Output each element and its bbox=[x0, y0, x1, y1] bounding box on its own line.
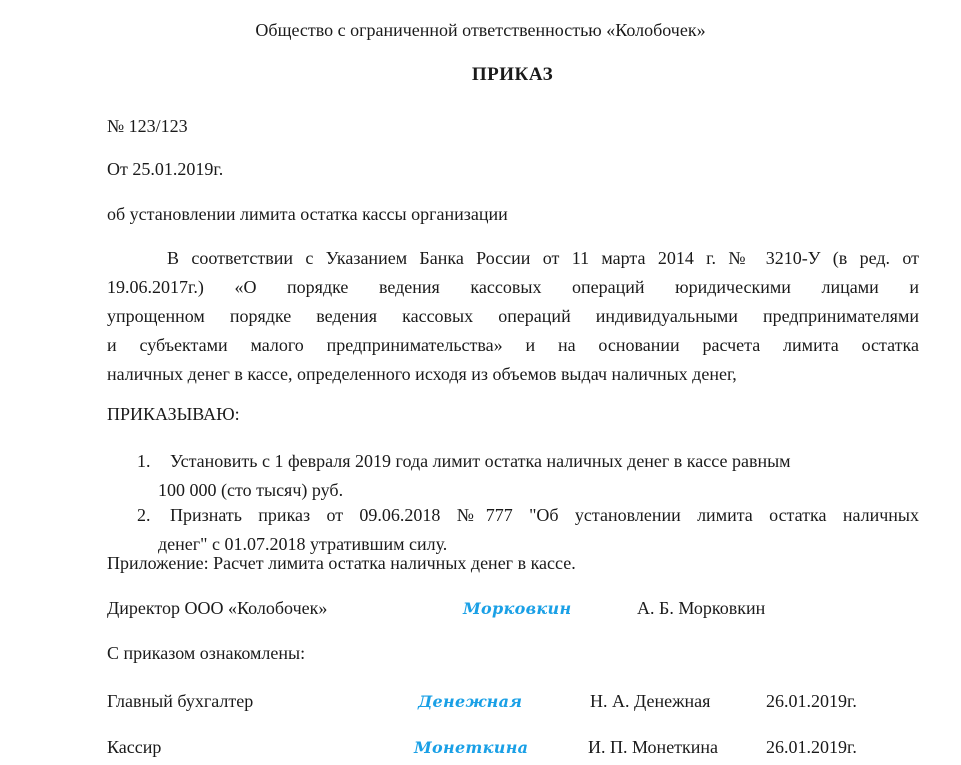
accountant-signature: Денежная bbox=[418, 692, 523, 711]
order-word: ПРИКАЗЫВАЮ: bbox=[107, 404, 240, 424]
intro-line: В соответствии с Указанием Банка России от 11 марта 2014 г. № 3210-У (в ред. от bbox=[167, 248, 919, 268]
intro-line: и субъектами малого предпринимательства» и на основании расчета лимита остатка bbox=[107, 335, 919, 355]
director-position: Директор ООО «Колобочек» bbox=[107, 598, 328, 618]
intro-line: упрощенном порядке ведения кассовых операций индивидуальными предпринимателями bbox=[107, 306, 919, 326]
order-subject: об установлении лимита остатка кассы организации bbox=[107, 204, 508, 224]
cashier-position: Кассир bbox=[107, 737, 162, 757]
cashier-date: 26.01.2019г. bbox=[766, 737, 857, 757]
item-line: Установить с 1 февраля 2019 года лимит остатка наличных денег в кассе равным bbox=[170, 451, 791, 471]
organization-name: Общество с ограниченной ответственностью «Колобочек» bbox=[255, 20, 706, 40]
intro-paragraph bbox=[107, 244, 919, 389]
intro-line: 19.06.2017г.) «О порядке ведения кассовых операций юридическими лицами и bbox=[107, 277, 919, 297]
item-body bbox=[158, 501, 919, 559]
order-date: От 25.01.2019г. bbox=[107, 159, 224, 179]
director-signature: Морковкин bbox=[463, 599, 572, 618]
attachment-note: Приложение: Расчет лимита остатка наличных денег в кассе. bbox=[107, 553, 576, 573]
item-number: 2. bbox=[137, 505, 151, 525]
intro-line: наличных денег в кассе, определенного исходя из объемов выдач наличных денег, bbox=[107, 364, 737, 384]
acquainted-label: С приказом ознакомлены: bbox=[107, 643, 306, 663]
document-title: ПРИКАЗ bbox=[471, 64, 554, 85]
item-line: денег" с 01.07.2018 утратившим силу. bbox=[158, 534, 448, 554]
accountant-position: Главный бухгалтер bbox=[107, 691, 254, 711]
item-body bbox=[158, 447, 919, 505]
director-name: А. Б. Морковкин bbox=[637, 598, 766, 618]
item-number: 1. bbox=[137, 451, 151, 471]
item-line: Признать приказ от 09.06.2018 №777 "Об установлении лимита остатка наличных bbox=[170, 505, 919, 525]
order-number: № 123/123 bbox=[107, 116, 188, 136]
item-line: 100 000 (сто тысяч) руб. bbox=[158, 480, 344, 500]
accountant-name: Н. А. Денежная bbox=[590, 691, 711, 711]
cashier-name: И. П. Монеткина bbox=[588, 737, 719, 757]
accountant-date: 26.01.2019г. bbox=[766, 691, 857, 711]
cashier-signature: Монеткина bbox=[414, 738, 529, 757]
